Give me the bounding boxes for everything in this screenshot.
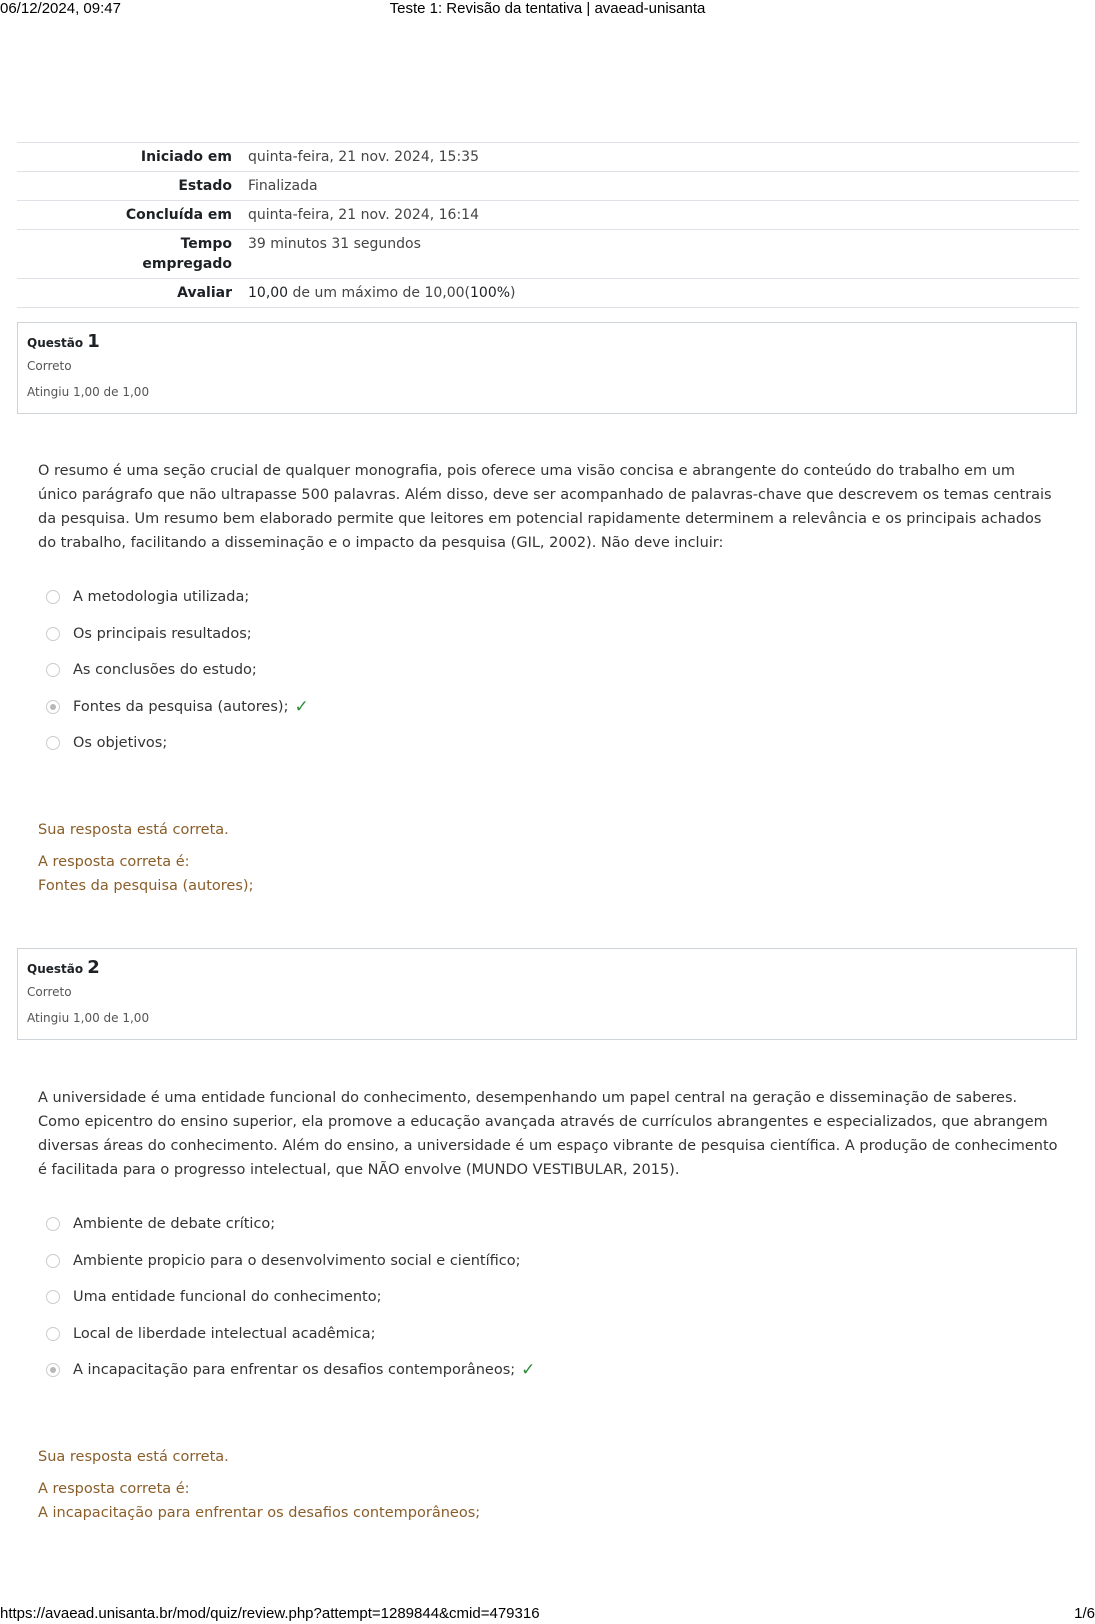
print-page-number: 1/6 bbox=[1074, 1605, 1095, 1622]
question-number bbox=[27, 331, 1067, 352]
feedback-text: Sua resposta está correta. bbox=[38, 822, 229, 838]
question-number-value: 2 bbox=[87, 957, 100, 978]
answer-option[interactable] bbox=[46, 725, 946, 762]
summary-value: Finalizada bbox=[248, 178, 318, 194]
answer-option-selected[interactable] bbox=[46, 689, 946, 726]
print-datetime: 06/12/2024, 09:47 bbox=[0, 0, 121, 17]
summary-label: Tempo empregado bbox=[142, 236, 232, 272]
answer-label: Uma entidade funcional do conhecimento; bbox=[73, 1289, 382, 1306]
answer-label: Local de liberdade intelectual acadêmica; bbox=[73, 1325, 376, 1342]
answer-option-selected[interactable] bbox=[46, 1352, 946, 1389]
radio-checked-icon[interactable] bbox=[46, 1363, 60, 1377]
summary-value: 39 minutos 31 segundos bbox=[248, 236, 421, 252]
question-feedback bbox=[38, 1445, 938, 1525]
radio-icon[interactable] bbox=[46, 1290, 60, 1304]
answer-option[interactable] bbox=[46, 616, 946, 653]
question-state: Correto bbox=[27, 359, 72, 373]
answer-option[interactable] bbox=[46, 1279, 946, 1316]
summary-row-state bbox=[17, 172, 1079, 201]
question-feedback bbox=[38, 818, 938, 898]
answer-label: A metodologia utilizada; bbox=[73, 589, 250, 606]
answer-label: Os objetivos; bbox=[73, 735, 168, 752]
answer-option[interactable] bbox=[46, 1243, 946, 1280]
question-info-2 bbox=[17, 948, 1077, 1040]
summary-row-time bbox=[17, 230, 1079, 279]
feedback-text: Sua resposta está correta. bbox=[38, 1449, 229, 1465]
summary-label: Concluída em bbox=[125, 207, 232, 223]
answer-options bbox=[46, 579, 946, 762]
answer-label: Fontes da pesquisa (autores); bbox=[73, 698, 289, 715]
question-number bbox=[27, 957, 1067, 978]
question-info-1 bbox=[17, 322, 1077, 414]
summary-row-completed bbox=[17, 201, 1079, 230]
question-text: O resumo é uma seção crucial de qualquer monografia, pois oferece uma visão concisa e abrangente do conteúdo do trabalho em um único parágrafo que não ultrapasse 500 palavras. Além disso, deve ser acompanhado de palavras-chave que descrevem os temas centrais da pesquisa. Um resumo bem elaborado permite que leitores em potencial rapidamente determinem a relevância e os principais achados do trabalho, facilitando a disseminação e o impacto da pesquisa (GIL, 2002). Não deve incluir: bbox=[38, 463, 1052, 551]
question-grade: Atingiu 1,00 de 1,00 bbox=[27, 385, 150, 399]
answer-option[interactable] bbox=[46, 1316, 946, 1353]
print-title: Teste 1: Revisão da tentativa | avaead-unisanta bbox=[389, 0, 706, 17]
question-grade: Atingiu 1,00 de 1,00 bbox=[27, 1011, 150, 1025]
grade-percent: 100% bbox=[470, 285, 511, 301]
right-answer: A incapacitação para enfrentar os desafios contemporâneos; bbox=[38, 1505, 481, 1521]
answer-option[interactable] bbox=[46, 652, 946, 689]
summary-label: Avaliar bbox=[177, 285, 232, 301]
answer-option[interactable] bbox=[46, 1206, 946, 1243]
radio-icon[interactable] bbox=[46, 1217, 60, 1231]
answer-label: A incapacitação para enfrentar os desafios contemporâneos; bbox=[73, 1362, 516, 1379]
grade-score: 10,00 bbox=[248, 285, 289, 301]
summary-label: Iniciado em bbox=[140, 149, 232, 165]
radio-checked-icon[interactable] bbox=[46, 700, 60, 714]
radio-icon[interactable] bbox=[46, 1327, 60, 1341]
radio-icon[interactable] bbox=[46, 627, 60, 641]
print-footer bbox=[0, 1604, 1095, 1624]
question-prefix: Questão bbox=[27, 962, 84, 976]
question-prefix: Questão bbox=[27, 336, 84, 350]
right-answer: Fontes da pesquisa (autores); bbox=[38, 878, 254, 894]
question-text: A universidade é uma entidade funcional do conhecimento, desempenhando um papel central na geração e disseminação de saberes. Como epicentro do ensino superior, ela promove a educação avançada através de currículos abrangentes e especializados, que abrangem diversas áreas do conhecimento. Além do ensino, a universidade é um espaço vibrante de pesquisa científica. A produção de conhecimento é facilitada para o progresso intelectual, que NÃO envolve (MUNDO VESTIBULAR, 2015). bbox=[38, 1090, 1058, 1178]
radio-icon[interactable] bbox=[46, 590, 60, 604]
answer-label: Ambiente de debate crítico; bbox=[73, 1216, 276, 1233]
question-number-value: 1 bbox=[87, 331, 100, 352]
print-header bbox=[0, 0, 1095, 20]
radio-icon[interactable] bbox=[46, 1254, 60, 1268]
summary-value: quinta-feira, 21 nov. 2024, 15:35 bbox=[248, 149, 479, 165]
grade-middle: de um máximo de 10,00( bbox=[288, 285, 470, 301]
answer-options bbox=[46, 1206, 946, 1389]
summary-value: quinta-feira, 21 nov. 2024, 16:14 bbox=[248, 207, 479, 223]
print-url: https://avaead.unisanta.br/mod/quiz/review.php?attempt=1289844&cmid=479316 bbox=[0, 1605, 540, 1622]
summary-row-started bbox=[17, 143, 1079, 172]
question-state: Correto bbox=[27, 985, 72, 999]
grade-close: ) bbox=[510, 285, 516, 301]
summary-label: Estado bbox=[178, 178, 232, 194]
radio-icon[interactable] bbox=[46, 663, 60, 677]
radio-icon[interactable] bbox=[46, 736, 60, 750]
answer-label: Os principais resultados; bbox=[73, 625, 252, 642]
summary-grade-value bbox=[240, 279, 1079, 308]
attempt-summary-table bbox=[17, 142, 1079, 308]
right-answer-label: A resposta correta é: bbox=[38, 854, 190, 870]
check-icon: ✓ bbox=[294, 696, 309, 717]
answer-label: Ambiente propicio para o desenvolvimento social e científico; bbox=[73, 1252, 521, 1269]
answer-label: As conclusões do estudo; bbox=[73, 662, 257, 679]
check-icon: ✓ bbox=[521, 1360, 536, 1381]
summary-row-grade bbox=[17, 279, 1079, 308]
answer-option[interactable] bbox=[46, 579, 946, 616]
right-answer-label: A resposta correta é: bbox=[38, 1481, 190, 1497]
